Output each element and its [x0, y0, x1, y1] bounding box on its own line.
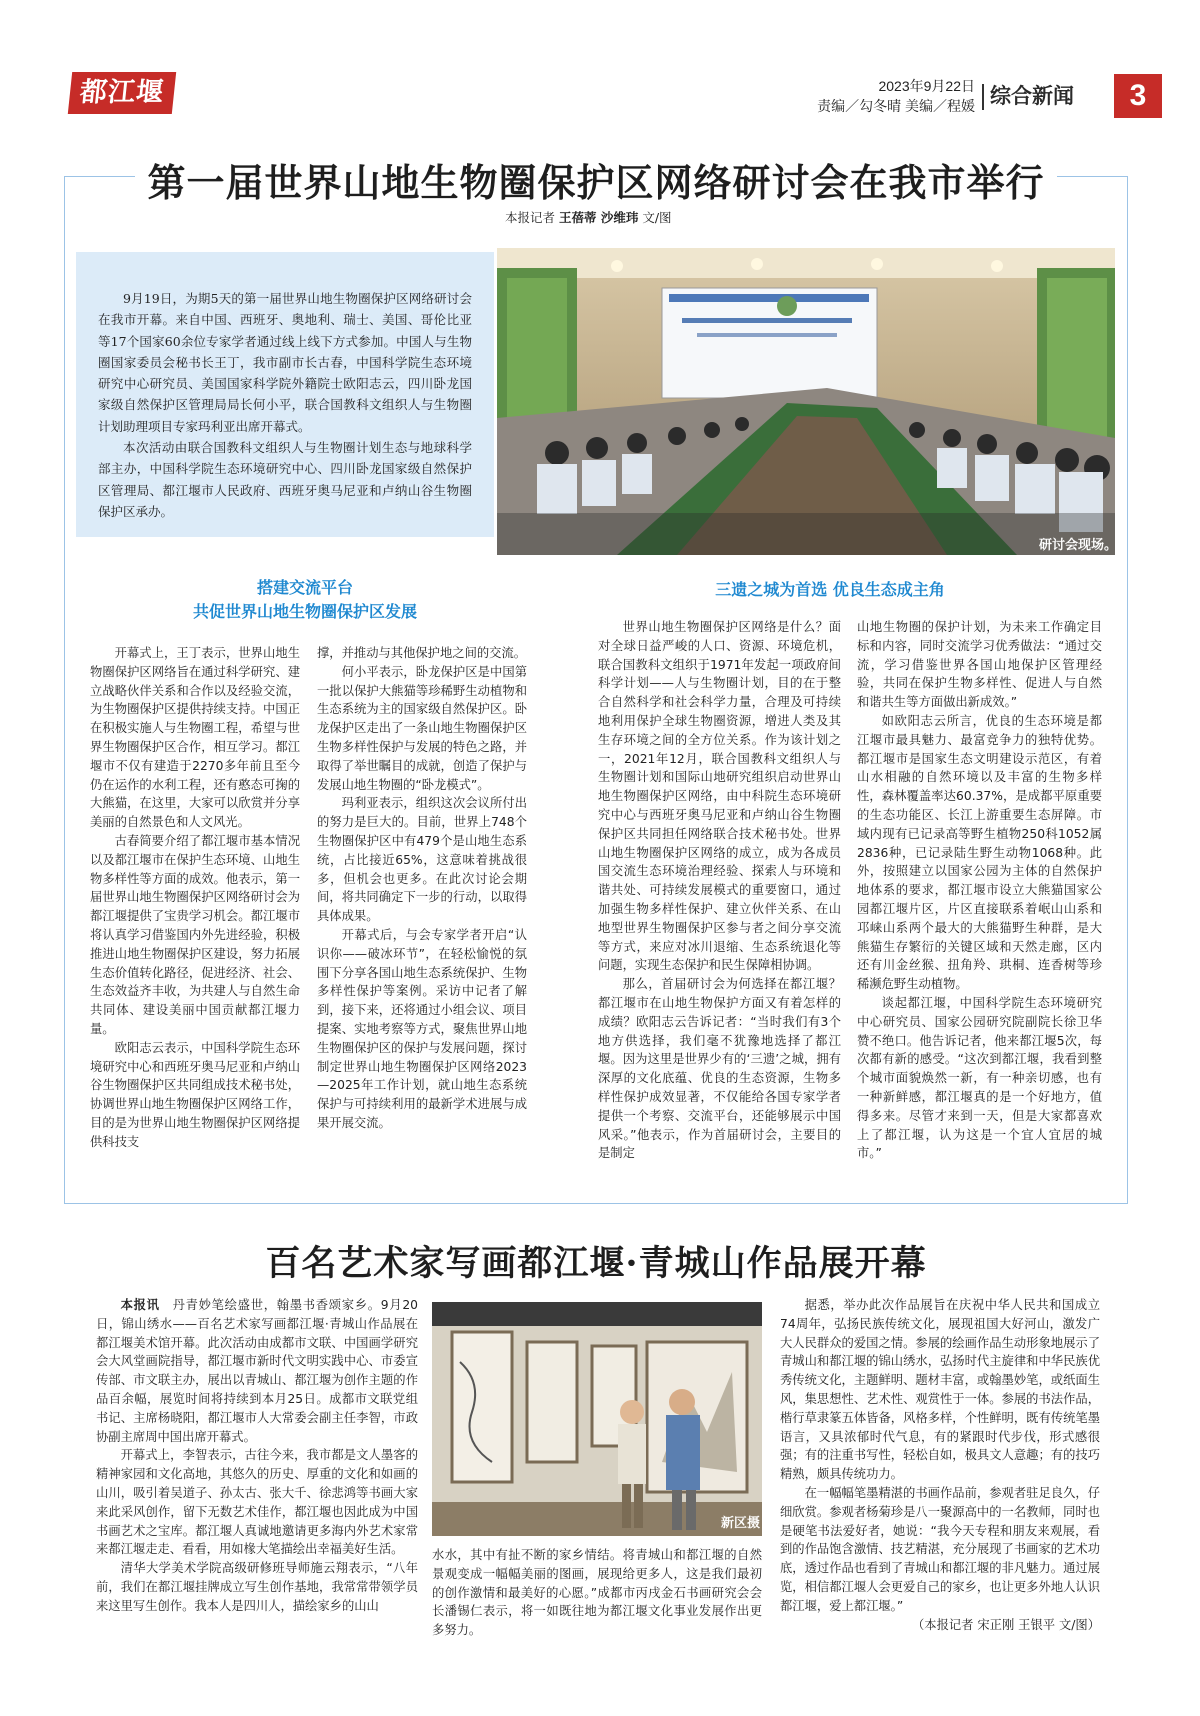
body-paragraph: 开幕式上，李智表示，古往今来，我市都是文人墨客的精神家园和文化高地，其悠久的历史、厚重的文化和如画的山川，吸引着吴道子、孙太古、张大千、徐悲鸿等书画大家来此采风创作，留下无数艺术佳作，都江堰也因此成为中国书画艺术之宝库。都江堰人真诚地邀请更多海内外艺术家常来都江堰走走、看看，用如椽大笔描绘出幸福美好生活。 — [96, 1448, 418, 1557]
article2-column-1 — [96, 1296, 418, 1626]
body-paragraph: 水水，其中有扯不断的家乡情结。将青城山和都江堰的自然景观变成一幅幅美丽的图画，展现给更多人，这是我们最初的创作激情和最美好的心愿。”成都市丙戌金石书画研究会会长潘锡仁表示，将一如既往地为都江堰文化事业发展作出更多努力。 — [432, 1548, 762, 1638]
article1-column-4 — [857, 618, 1102, 1196]
conference-photo — [497, 248, 1115, 555]
article2-byline: （本报记者 宋正刚 王银平 文/图） — [911, 1617, 1100, 1632]
body-paragraph: 何小平表示，卧龙保护区是中国第一批以保护大熊猫等珍稀野生动植物和生态系统为主的国家级自然保护区。卧龙保护区走出了一条山地生物圈保护区生物多样性保护与发展的特色之路，并取得了举世瞩目的成就，创造了保护与发展山地生物圈的“卧龙模式”。 — [317, 664, 527, 792]
body-paragraph: 世界山地生物圈保护区网络是什么？面对全球日益严峻的人口、资源、环境危机，联合国教科文组织于1971年发起一项政府间科学计划——人与生物圈计划，目的在于整合自然科学和社会科学力量，合理及可持续地利用保护全球生物圈资源，增进人类及其生存环境之间的全方位关系。作为该计划之一，2021年12月，联合国教科文组织人与生物圈计划和国际山地研究组织启动世界山地生物圈保护区网络，由中科院生态环境研究中心与西班牙奥马尼亚和卢纳山谷生物圈保护区共同担任网络联合技术秘书处。世界山地生物圈保护区网络的成立，成为各成员国交流生态环境治理经验、探索人与环境和谐共处、可持续发展模式的重要窗口，通过加强生物多样性保护、建立伙伴关系、在山地型世界生物圈保护区参与者之间分享交流等方式，来应对冰川退缩、生态系统退化等问题，实现生态保护和民生保障相协调。 — [598, 620, 841, 973]
photo-caption: 研讨会现场。 — [1038, 538, 1117, 553]
body-paragraph: 在一幅幅笔墨精湛的书画作品前，参观者驻足良久，仔细欣赏。参观者杨菊珍是八一聚源高中的一名教师，同时也是硬笔书法爱好者，她说：“我今天专程和朋友来观展，看到的作品饱含激情、技艺精湛，充分展现了书画家的艺术功底，透过作品也看到了青城山和都江堰的非凡魅力。通过展览，相信都江堰人会更爱自己的家乡，也让更多外地人认识都江堰，爱上都江堰。” — [780, 1485, 1100, 1613]
article2-column-3 — [780, 1296, 1100, 1632]
body-paragraph: 玛利亚表示，组织这次会议所付出的努力是巨大的。目前，世界上748个生物圈保护区中有479个是山地生态系统，占比接近65%，这意味着挑战很多，但机会也更多。在此次讨论会期间，将共同确定下一步的行动，以取得具体成果。 — [317, 796, 527, 924]
body-paragraph: 开幕式后，与会专家学者开启“认识你——破冰环节”，在轻松愉悦的氛围下分享各国山地生态系统保护、生物多样性保护等案例。采访中记者了解到，接下来，还将通过小组会议、项目提案、实地考察等方式，聚焦世界山地生物圈保护区的保护与发展问题，探讨制定世界山地生物圈保护区网络2023—2025年工作计划，就山地生态系统保护与可持续利用的最新学术进展与成果开展交流。 — [317, 927, 527, 1130]
article2-headline: 百名艺术家写画都江堰·青城山作品展开幕 — [265, 1243, 927, 1284]
exhibition-photo-illustration — [432, 1302, 762, 1536]
body-paragraph: 古春简要介绍了都江堰市基本情况以及都江堰市在保护生态环境、山地生物多样性等方面的成效。他表示，第一届世界山地生物圈保护区网络研讨会为都江堰提供了宝贵学习机会。都江堰市将认真学习借鉴国内外先进经验，积极推进山地生物圈保护区建设，努力拓展生态价值转化路径，促进经济、社会、生态效益齐丰收，为共建人与自然生命共同体、建设美丽中国贡献都江堰力量。 — [90, 833, 300, 1036]
body-paragraph: 清华大学美术学院高级研修班导师施云翔表示，“八年前，我们在都江堰挂牌成立写生创作基地，我常常带领学员来这里写生创作。我本人是四川人，描绘家乡的山山 — [96, 1561, 418, 1613]
article1-headline: 第一届世界山地生物圈保护区网络研讨会在我市举行 — [64, 152, 1128, 207]
body-paragraph: 开幕式上，王丁表示，世界山地生物圈保护区网络旨在通过科学研究、建立战略伙伴关系和合作以及经验交流，为生物圈保护区提供持续支持。中国正在积极实施人与生物圈工程，希望与世界生物圈保护区合作，相互学习。都江堰市不仅有建造于2270多年前且至今仍在运作的水利工程，还有憨态可掬的大熊猫，在这里，大家可以欣赏并分享美丽的自然景色和人文风光。 — [90, 646, 300, 830]
page-number: 3 — [1114, 74, 1162, 118]
section-name: 综合新闻 — [990, 84, 1074, 108]
article1-lead-box — [76, 252, 494, 537]
lead-paragraph: 本报讯 丹青妙笔绘盛世，翰墨书香颂家乡。9月20日，锦山绣水——百名艺术家写画都江堰·青城山作品展在都江堰美术馆开幕。此次活动由成都市文联、中国画学研究会大风堂画院指导，都江堰市新时代文明实践中心、市委宣传部、市文联主办，展出以青城山、都江堰为创作主题的作品百余幅，展览时间将持续到本月25日。成都市文联党组书记、主席杨晓阳，都江堰市人大常委会副主任李智，市政协副主席周中国出席开幕式。 — [96, 1298, 418, 1444]
article1-byline: 本报记者 王蓓蒂 沙维玮 文/图 — [505, 210, 672, 225]
lead-paragraph: 9月19日，为期5天的第一届世界山地生物圈保护区网络研讨会在我市开幕。来自中国、西班牙、奥地利、瑞士、美国、哥伦比亚等17个国家60余位专家学者通过线上线下方式参加。中国人与生物圈国家委员会秘书长王丁，我市副市长古春，中国科学院生态环境研究中心研究员、美国国家科学院外籍院士欧阳志云，四川卧龙国家级自然保护区管理局局长何小平，联合国教科文组织人与生物圈计划助理项目专家玛利亚出席开幕式。 — [98, 291, 472, 434]
body-paragraph: 那么，首届研讨会为何选择在都江堰？都江堰市在山地生物保护方面又有着怎样的成绩？欧阳志云告诉记者：“当时我们有3个地方供选择，我们毫不犹豫地选择了都江堰。因为这里是世界少有的‘三遗’之城，拥有深厚的文化底蕴、优良的生态资源，生物多样性保护成效显著，不仅能给各国专家学者提供一个考察、交流平台，还能够展示中国风采。”他表示，作为首届研讨会，主要目的是制定 — [598, 977, 841, 1161]
conference-photo-illustration — [497, 248, 1115, 555]
article2-column-2 — [432, 1546, 762, 1638]
body-paragraph: 据悉，举办此次作品展旨在庆祝中华人民共和国成立74周年，弘扬民族传统文化，展现祖国大好河山，激发广大人民群众的爱国之情。参展的绘画作品生动形象地展示了青城山和都江堰的锦山绣水，弘扬时代主旋律和中华民族优秀传统文化，主题鲜明、题材丰富，或翰墨妙笔，或纸面生风，集思想性、艺术性、观赏性于一体。参展的书法作品，楷行草隶篆五体皆备，风格多样，个性鲜明，既有传统笔墨语言，又具浓郁时代气息，有的紧跟时代步伐，形式感很强；有的注重书写性，轻松自如，极具文人意趣；有的技巧精熟，颇具传统功力。 — [780, 1298, 1100, 1482]
article1-column-1 — [90, 644, 300, 1192]
body-paragraph: 如欧阳志云所言，优良的生态环境是都江堰市最具魅力、最富竞争力的独特优势。都江堰市是国家生态文明建设示范区，有着山水相融的自然环境以及丰富的生物多样性，森林覆盖率达60.37%，是成都平原重要的生态功能区、长江上游重要生态屏障。市域内现有已记录高等野生植物250科1052属2836种，已记录陆生野生动物1068种。此外，按照建立以国家公园为主体的自然保护地体系的要求，都江堰市设立大熊猫国家公园都江堰片区，片区直接联系着岷山山系和邛崃山系两个最大的大熊猫野生种群，是大熊猫生存繁衍的关键区域和天然走廊，区内还有川金丝猴、扭角羚、珙桐、连香树等珍稀濒危野生动植物。 — [857, 713, 1102, 992]
article1-column-2 — [317, 644, 527, 1192]
lead-paragraph: 本次活动由联合国教科文组织人与生物圈计划生态与地球科学部主办，中国科学院生态环境研究中心、四川卧龙国家级自然保护区管理局、都江堰市人民政府、西班牙奥马尼亚和卢纳山谷生物圈保护区承办。 — [98, 440, 472, 519]
exhibition-photo — [432, 1302, 762, 1536]
subhead-exchange-platform: 搭建交流平台 共促世界山地生物圈保护区发展 — [192, 578, 417, 621]
photo-caption: 新区摄 — [720, 1516, 760, 1531]
editors-credit: 责编／勾冬晴 美编／程媛 — [817, 98, 975, 114]
subhead-three-heritage-city: 三遗之城为首选 优良生态成主角 — [715, 580, 945, 599]
body-paragraph: 欧阳志云表示，中国科学院生态环境研究中心和西班牙奥马尼亚和卢纳山谷生物圈保护区共同组成技术秘书处，协调世界山地生物圈保护区网络工作，目的是为世界山地生物圈保护区网络提供科技支 — [90, 1040, 300, 1149]
body-paragraph: 山地生物圈的保护计划，为未来工作确定目标和内容，同时交流学习优秀做法：“通过交流，学习借鉴世界各国山地保护区管理经验，共同在保护生物多样性、促进人与自然和谐共生等方面做出新成效。” — [857, 620, 1102, 710]
header-divider — [982, 84, 984, 110]
body-paragraph: 谈起都江堰，中国科学院生态环境研究中心研究员、国家公园研究院副院长徐卫华赞不绝口。他告诉记者，他来都江堰5次，每次都有新的感受。“这次到都江堰，我看到整个城市面貌焕然一新，有一种亲切感，也有一种新鲜感，都江堰真的是一个好地方，值得多来。尽管才来到一天，但是大家都喜欢上了都江堰，认为这是一个宜人宜居的城市。” — [857, 995, 1102, 1161]
publication-date: 2023年9月22日 — [878, 78, 975, 94]
body-paragraph: 撑，并推动与其他保护地之间的交流。 — [317, 646, 527, 660]
article1-column-3 — [598, 618, 841, 1196]
masthead-logo: 都江堰报 — [68, 72, 176, 114]
